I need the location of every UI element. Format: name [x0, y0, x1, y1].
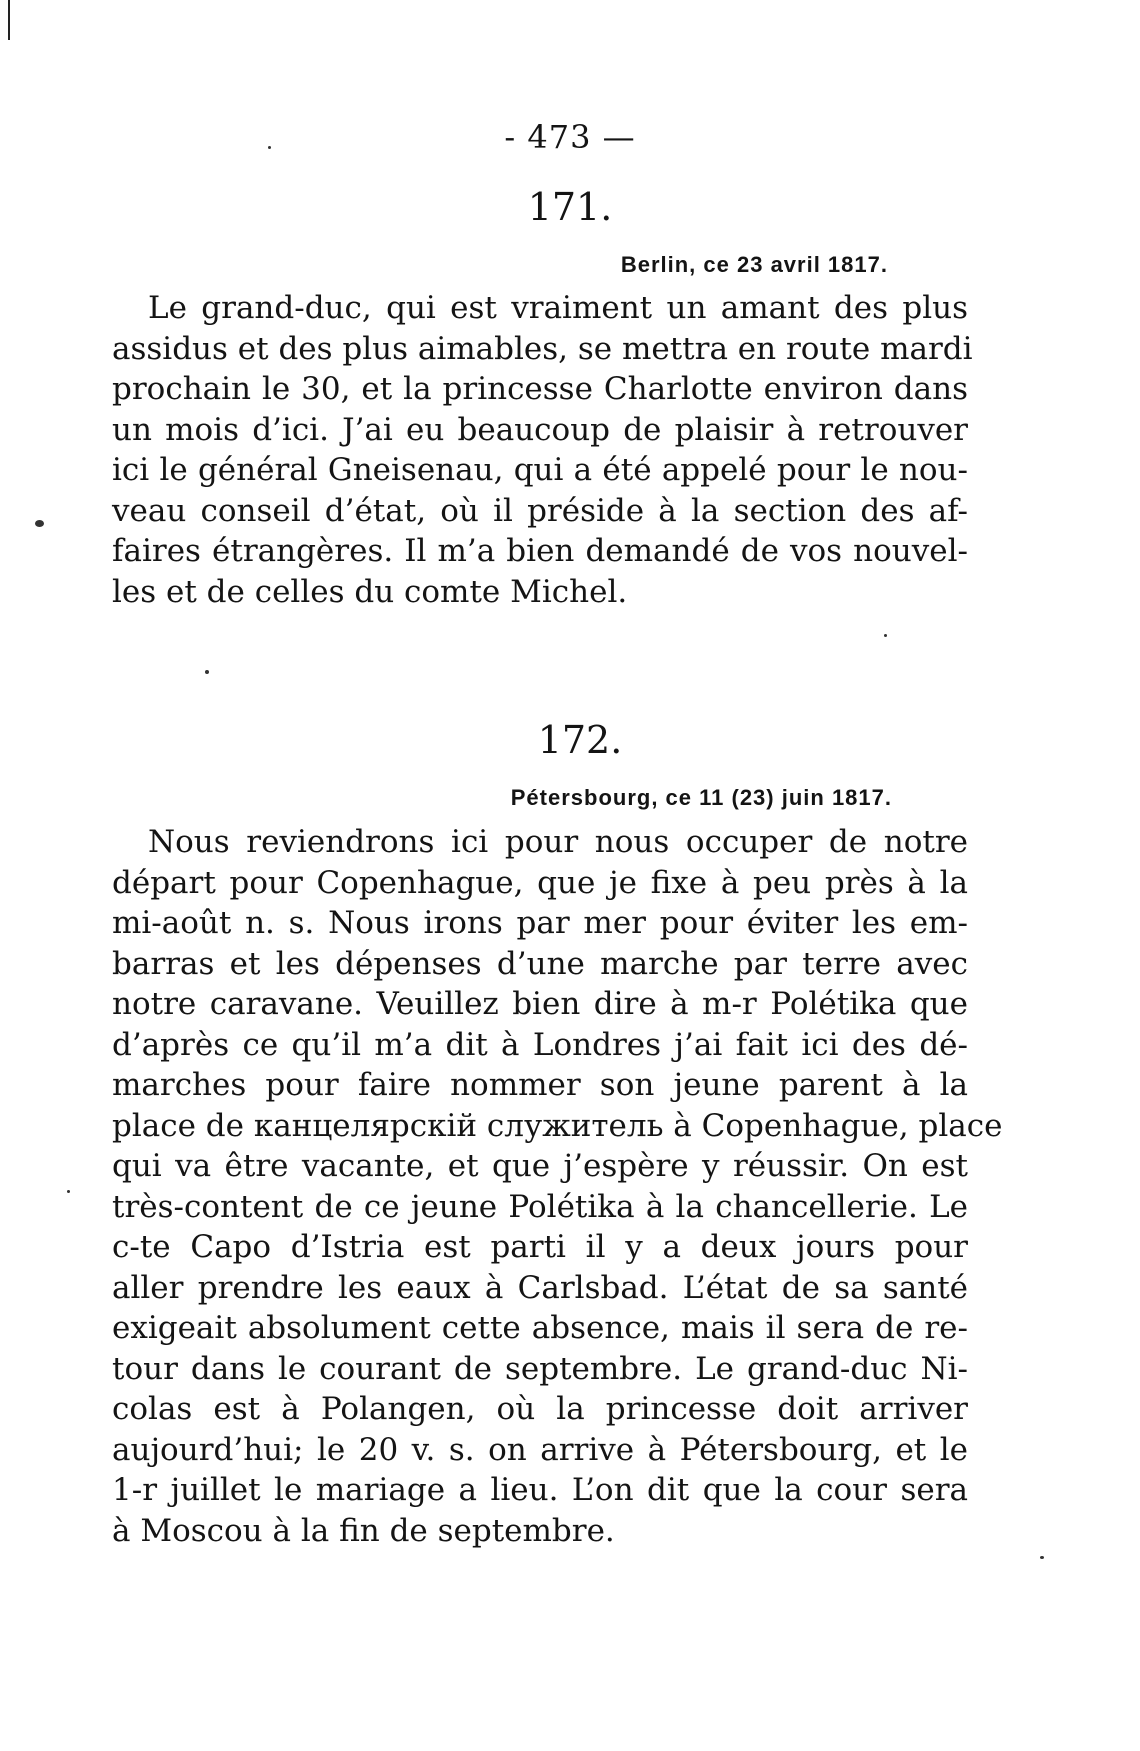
text-line: d’après ce qu’il m’a dit à Londres j’ai fait ici des dé-: [112, 1026, 968, 1063]
text-line: c-te Capo d’Istria est parti il y a deux jours pour: [112, 1229, 968, 1265]
scan-edge-mark: [8, 0, 10, 40]
text-line: veau conseil d’état, où il préside à la section des af-: [112, 492, 968, 529]
letter-number-172: 172.: [537, 718, 623, 762]
letter-171-body: [112, 288, 973, 612]
text-line: prochain le 30, et la princesse Charlotte environ dans: [112, 371, 968, 407]
scan-speck: [884, 634, 887, 637]
text-line: 1-r juillet le mariage a lieu. L’on dit que la cour sera: [112, 1472, 968, 1508]
letter-172-body: [112, 822, 1003, 1551]
letter-number-171: 171.: [527, 185, 613, 229]
scan-speck: [268, 146, 271, 149]
text-line: exigeait absolument cette absence, mais il sera de re-: [112, 1310, 968, 1346]
text-line: les et de celles du comte Michel.: [112, 573, 628, 610]
dateline-172: Pétersbourg, ce 11 (23) juin 1817.: [510, 785, 892, 810]
scan-speck: [205, 670, 209, 674]
text-line: faires étrangères. Il m’a bien demandé de vos nouvel-: [112, 533, 968, 569]
text-line: qui va être vacante, et que j’espère y réussir. On est: [112, 1148, 968, 1184]
dateline-171: Berlin, ce 23 avril 1817.: [620, 252, 888, 277]
text-line: mi-août n. s. Nous irons par mer pour éviter les em-: [112, 905, 968, 941]
text-line: notre caravane. Veuillez bien dire à m-r Polétika que: [112, 986, 968, 1022]
text-line: à Moscou à la fin de septembre.: [112, 1512, 615, 1549]
text-line: Nous reviendrons ici pour nous occuper de notre: [148, 824, 968, 860]
scan-speck: [67, 1190, 70, 1193]
text-line: place de канцелярскiй служитель à Copenhague, place: [112, 1107, 1003, 1144]
text-line: très-content de ce jeune Polétika à la chancellerie. Le: [112, 1188, 968, 1225]
text-line: ici le général Gneisenau, qui a été appelé pour le nou-: [112, 452, 968, 488]
scan-speck: [1040, 1556, 1044, 1559]
text-line: départ pour Copenhague, que je fixe à peu près à la: [112, 864, 968, 901]
text-line: aller prendre les eaux à Carlsbad. L’état de sa santé: [112, 1269, 968, 1306]
text-line: un mois d’ici. J’ai eu beaucoup de plaisir à retrouver: [112, 411, 968, 448]
scan-speck: [35, 520, 44, 527]
text-line: colas est à Polangen, où la princesse doit arriver: [112, 1391, 968, 1427]
text-line: marches pour faire nommer son jeune parent à la: [112, 1067, 968, 1103]
text-line: aujourd’hui; le 20 v. s. on arrive à Pétersbourg, et le: [112, 1431, 968, 1468]
text-line: assidus et des plus aimables, se mettra en route mardi: [112, 330, 973, 367]
text-line: tour dans le courant de septembre. Le grand-duc Ni-: [112, 1350, 968, 1387]
text-line: barras et les dépenses d’une marche par terre avec: [112, 945, 968, 982]
page-number: - 473 —: [504, 118, 636, 156]
text-line: Le grand-duc, qui est vraiment un amant des plus: [148, 290, 968, 326]
